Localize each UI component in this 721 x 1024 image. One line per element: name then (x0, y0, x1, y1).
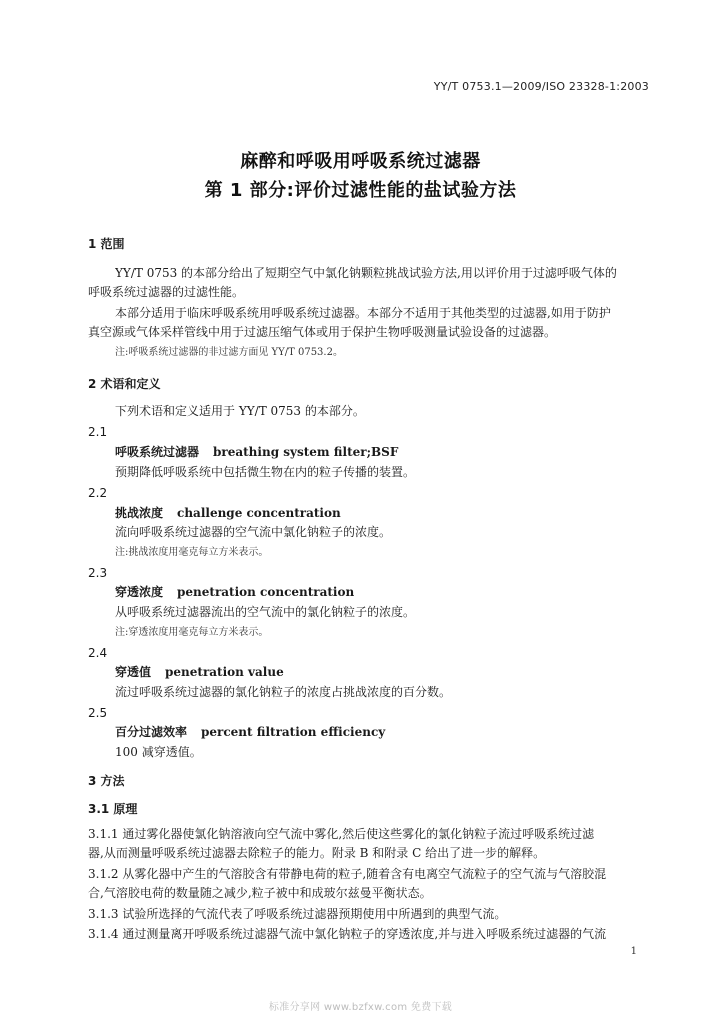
section-2-heading: 2 术语和定义 (88, 377, 161, 391)
document-title-line1: 麻醉和呼吸用呼吸系统过滤器 (240, 151, 481, 172)
term-english: penetration concentration (177, 585, 355, 599)
page-number: 1 (630, 946, 637, 957)
term-chinese: 呼吸系统过滤器 (115, 445, 200, 459)
term-english: percent filtration efficiency (201, 725, 386, 739)
section-2-intro: 下列术语和定义适用于 YY/T 0753 的本部分。 (115, 404, 365, 418)
site-watermark[interactable]: 标准分享网 www.bzfxw.com 免费下载 (268, 1002, 453, 1013)
clause-3-1-1-line-2: 器,从而测量呼吸系统过滤器去除粒子的能力。附录 B 和附录 C 给出了进一步的解释。 (88, 846, 546, 860)
term-heading (115, 664, 651, 680)
subsection-3-1-heading: 3.1 原理 (88, 802, 138, 816)
term-definition: 流向呼吸系统过滤器的空气流中氯化钠粒子的浓度。 (115, 525, 392, 539)
clause-3-1-1-line-1: 3.1.1 通过雾化器使氯化钠溶液向空气流中雾化,然后使这些雾化的氯化钠粒子流过呼吸系统过滤 (88, 827, 595, 841)
term-chinese: 百分过滤效率 (115, 725, 188, 739)
term-english: breathing system filter;BSF (213, 445, 399, 459)
clause-3-1-2-line-2: 合,气溶胶电荷的数量随之减少,粒子被中和成玻尔兹曼平衡状态。 (88, 886, 432, 900)
term-heading (115, 444, 651, 460)
clause-3-1-3-line-1: 3.1.3 试验所选择的气流代表了呼吸系统过滤器预期使用中所遇到的典型气流。 (88, 907, 507, 921)
term-number: 2.3 (88, 566, 108, 580)
term-chinese: 挑战浓度 (115, 506, 164, 520)
section-1-paragraph-2-line-2: 真空源或气体采样管线中用于过滤压缩气体或用于保护生物呼吸测量试验设备的过滤器。 (88, 325, 557, 339)
term-number: 2.5 (88, 706, 108, 720)
term-definition: 从呼吸系统过滤器流出的空气流中的氯化钠粒子的浓度。 (115, 605, 416, 619)
section-1-paragraph-1-line-1: YY/T 0753 的本部分给出了短期空气中氯化钠颗粒挑战试验方法,用以评价用于过滤呼吸气体的 (115, 266, 617, 280)
term-heading (115, 505, 651, 521)
section-1-note: 注:呼吸系统过滤器的非过滤方面见 YY/T 0753.2。 (115, 347, 343, 358)
term-chinese: 穿透值 (115, 665, 152, 679)
term-chinese: 穿透浓度 (115, 585, 164, 599)
clause-3-1-2-line-1: 3.1.2 从雾化器中产生的气溶胶含有带静电荷的粒子,随着含有电离空气流粒子的空气流与气溶胶混 (88, 867, 607, 881)
term-english: challenge concentration (177, 506, 341, 520)
section-1-paragraph-2-line-1: 本部分适用于临床呼吸系统用呼吸系统过滤器。本部分不适用于其他类型的过滤器,如用于防护 (115, 306, 611, 320)
standard-number: YY/T 0753.1—2009/ISO 23328-1:2003 (433, 80, 649, 93)
clause-3-1-4-line-1: 3.1.4 通过测量离开呼吸系统过滤器气流中氯化钠粒子的穿透浓度,并与进入呼吸系统过滤器的气流 (88, 927, 607, 941)
term-note: 注:穿透浓度用毫克每立方米表示。 (115, 627, 269, 638)
term-heading (115, 584, 651, 600)
term-number: 2.4 (88, 646, 108, 660)
term-note: 注:挑战浓度用毫克每立方米表示。 (115, 547, 269, 558)
term-definition: 100 减穿透值。 (115, 745, 202, 759)
section-1-heading: 1 范围 (88, 237, 125, 251)
section-1-paragraph-1-line-2: 呼吸系统过滤器的过滤性能。 (88, 285, 245, 299)
term-heading (115, 724, 651, 740)
term-definition: 预期降低呼吸系统中包括微生物在内的粒子传播的装置。 (115, 465, 416, 479)
term-english: penetration value (165, 665, 284, 679)
term-number: 2.1 (88, 425, 108, 439)
term-definition: 流过呼吸系统过滤器的氯化钠粒子的浓度占挑战浓度的百分数。 (115, 685, 452, 699)
section-3-heading: 3 方法 (88, 774, 125, 788)
term-number: 2.2 (88, 486, 108, 500)
document-title-line2: 第 1 部分:评价过滤性能的盐试验方法 (204, 180, 517, 201)
